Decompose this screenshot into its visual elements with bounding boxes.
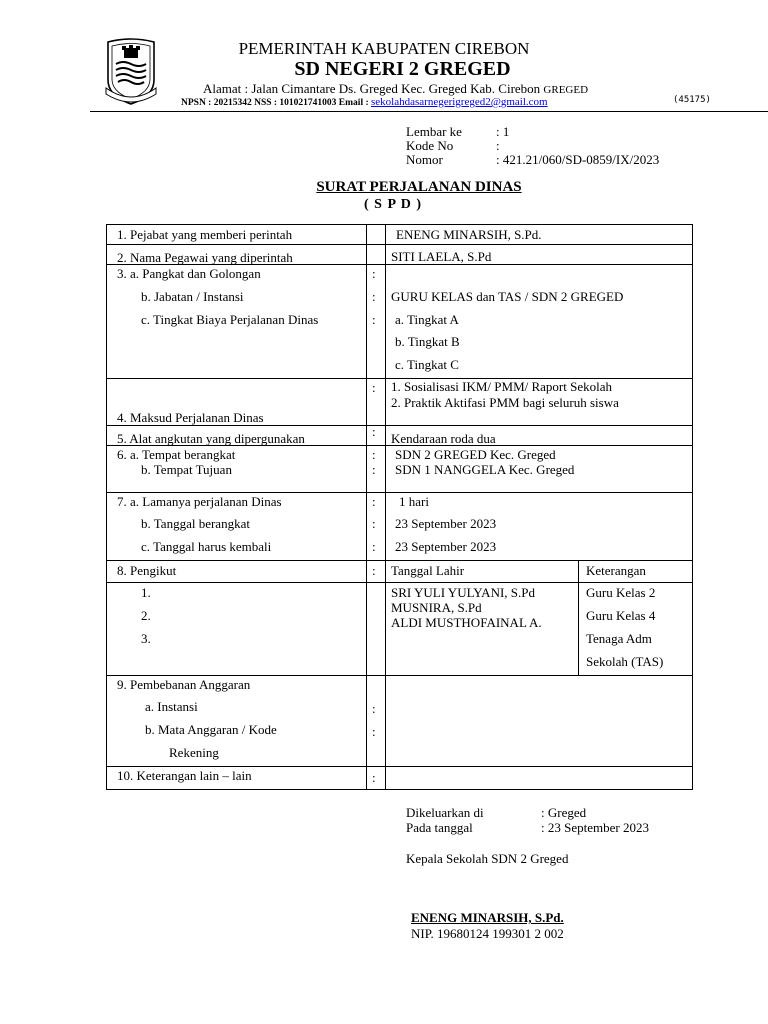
column-divider bbox=[578, 560, 579, 675]
row7b-label: b. Tanggal berangkat bbox=[141, 516, 250, 531]
row-divider bbox=[107, 560, 692, 561]
row7a-value: 1 hari bbox=[399, 494, 429, 509]
row6a-label: 6. a. Tempat berangkat bbox=[117, 447, 236, 462]
row1-value: ENENG MINARSIH, S.Pd. bbox=[396, 227, 542, 242]
kode-label: Kode No bbox=[406, 138, 454, 153]
document-title: SURAT PERJALANAN DINAS bbox=[316, 179, 522, 195]
school-address bbox=[203, 81, 588, 97]
spd-table bbox=[106, 224, 693, 790]
row6b-value: SDN 1 NANGGELA Kec. Greged bbox=[395, 462, 575, 477]
pengikut-note: Guru Kelas 2 bbox=[586, 585, 656, 600]
row7a-label: 7. a. Lamanya perjalanan Dinas bbox=[117, 494, 282, 509]
nomor-label: Nomor bbox=[406, 152, 443, 167]
pengikut-name: SRI YULI YULYANI, S.Pd bbox=[391, 585, 535, 600]
pengikut-name: ALDI MUSTHOFAINAL A. bbox=[391, 615, 542, 630]
row4-value-2: 2. Praktik Aktifasi PMM bagi seluruh siswa bbox=[391, 395, 619, 410]
row10-label: 10. Keterangan lain – lain bbox=[117, 768, 252, 783]
column-divider bbox=[385, 225, 386, 790]
col-keterangan: Keterangan bbox=[586, 563, 646, 578]
colon: : bbox=[372, 563, 376, 578]
colon: : bbox=[372, 462, 376, 477]
pengikut-note: Sekolah (TAS) bbox=[586, 654, 664, 669]
colon: : bbox=[372, 424, 376, 439]
tingkat-a: a. Tingkat A bbox=[395, 312, 459, 327]
row-divider bbox=[107, 492, 692, 493]
tingkat-b: b. Tingkat B bbox=[395, 334, 460, 349]
row7b-value: 23 September 2023 bbox=[395, 516, 497, 531]
kepala-sekolah-title: Kepala Sekolah SDN 2 Greged bbox=[406, 851, 569, 866]
dikeluarkan-value: : Greged bbox=[541, 805, 587, 820]
row9b-label-2: Rekening bbox=[169, 745, 219, 760]
colon: : bbox=[372, 380, 376, 395]
postal-code: (45175) bbox=[673, 95, 711, 105]
row9b-label: b. Mata Anggaran / Kode bbox=[145, 722, 277, 737]
document-subtitle: ( S P D ) bbox=[364, 197, 422, 212]
row5-value: Kendaraan roda dua bbox=[391, 431, 496, 446]
nomor-value: : 421.21/060/SD-0859/IX/2023 bbox=[496, 152, 660, 167]
pengikut-note: Guru Kelas 4 bbox=[586, 608, 656, 623]
row3c-label: c. Tingkat Biaya Perjalanan Dinas bbox=[141, 312, 319, 327]
row3b-value: GURU KELAS dan TAS / SDN 2 GREGED bbox=[391, 289, 624, 304]
lembar-value: : 1 bbox=[496, 124, 510, 139]
row-divider bbox=[107, 244, 692, 245]
dikeluarkan-label: Dikeluarkan di bbox=[406, 805, 484, 820]
email-link[interactable]: sekolahdasarnegerigreged2@gmail.com bbox=[371, 96, 548, 108]
colon: : bbox=[372, 266, 376, 281]
colon: : bbox=[372, 289, 376, 304]
lembar-label: Lembar ke bbox=[406, 124, 462, 139]
colon: : bbox=[372, 516, 376, 531]
pengikut-number: 1. bbox=[141, 585, 151, 600]
colon: : bbox=[372, 447, 376, 462]
pengikut-number: 3. bbox=[141, 631, 151, 646]
row8-label: 8. Pengikut bbox=[117, 563, 177, 578]
pada-tanggal-value: : 23 September 2023 bbox=[541, 820, 649, 835]
colon: : bbox=[372, 312, 376, 327]
col-tanggal-lahir: Tanggal Lahir bbox=[391, 563, 465, 578]
row2-value: SITI LAELA, S.Pd bbox=[391, 249, 492, 264]
row6a-value: SDN 2 GREGED Kec. Greged bbox=[395, 447, 556, 462]
row-divider bbox=[107, 675, 692, 676]
row7c-value: 23 September 2023 bbox=[395, 539, 497, 554]
row7c-label: c. Tanggal harus kembali bbox=[141, 539, 272, 554]
row9-label: 9. Pembebanan Anggaran bbox=[117, 677, 251, 692]
school-name: SD NEGERI 2 GREGED bbox=[294, 58, 511, 80]
row3b-label: b. Jabatan / Instansi bbox=[141, 289, 244, 304]
row2-label: 2. Nama Pegawai yang diperintah bbox=[117, 250, 293, 265]
row6b-label: b. Tempat Tujuan bbox=[141, 462, 232, 477]
colon: : bbox=[372, 539, 376, 554]
kode-value: : bbox=[496, 138, 500, 153]
colon: : bbox=[372, 770, 376, 785]
signer-nip: NIP. 19680124 199301 2 002 bbox=[411, 926, 564, 941]
colon: : bbox=[372, 701, 376, 716]
address-text: Alamat : Jalan Cimantare Ds. Greged Kec. Greged Kab. Cirebon bbox=[203, 81, 541, 96]
government-name: PEMERINTAH KABUPATEN CIREBON bbox=[238, 39, 530, 58]
school-identifiers bbox=[181, 96, 548, 108]
npsn-nss-label: NPSN : 20215342 NSS : 101021741003 Email : bbox=[181, 98, 369, 108]
row-divider bbox=[107, 766, 692, 767]
column-divider bbox=[366, 225, 367, 790]
row4-value-1: 1. Sosialisasi IKM/ PMM/ Raport Sekolah bbox=[391, 379, 613, 394]
pengikut-number: 2. bbox=[141, 608, 151, 623]
header-divider bbox=[90, 111, 768, 112]
row4-label: 4. Maksud Perjalanan Dinas bbox=[117, 410, 264, 425]
row5-label: 5. Alat angkutan yang dipergunakan bbox=[117, 431, 305, 446]
pada-tanggal-label: Pada tanggal bbox=[406, 820, 473, 835]
signer-name: ENENG MINARSIH, S.Pd. bbox=[411, 910, 564, 925]
row1-label: 1. Pejabat yang memberi perintah bbox=[117, 227, 293, 242]
pengikut-name: MUSNIRA, S.Pd bbox=[391, 600, 482, 615]
row3a-label: 3. a. Pangkat dan Golongan bbox=[117, 266, 261, 281]
row9a-label: a. Instansi bbox=[145, 699, 198, 714]
colon: : bbox=[372, 724, 376, 739]
tingkat-c: c. Tingkat C bbox=[395, 357, 459, 372]
pengikut-note: Tenaga Adm bbox=[586, 631, 652, 646]
colon: : bbox=[372, 494, 376, 509]
row-divider bbox=[107, 582, 692, 583]
address-suffix: GREGED bbox=[543, 84, 589, 96]
